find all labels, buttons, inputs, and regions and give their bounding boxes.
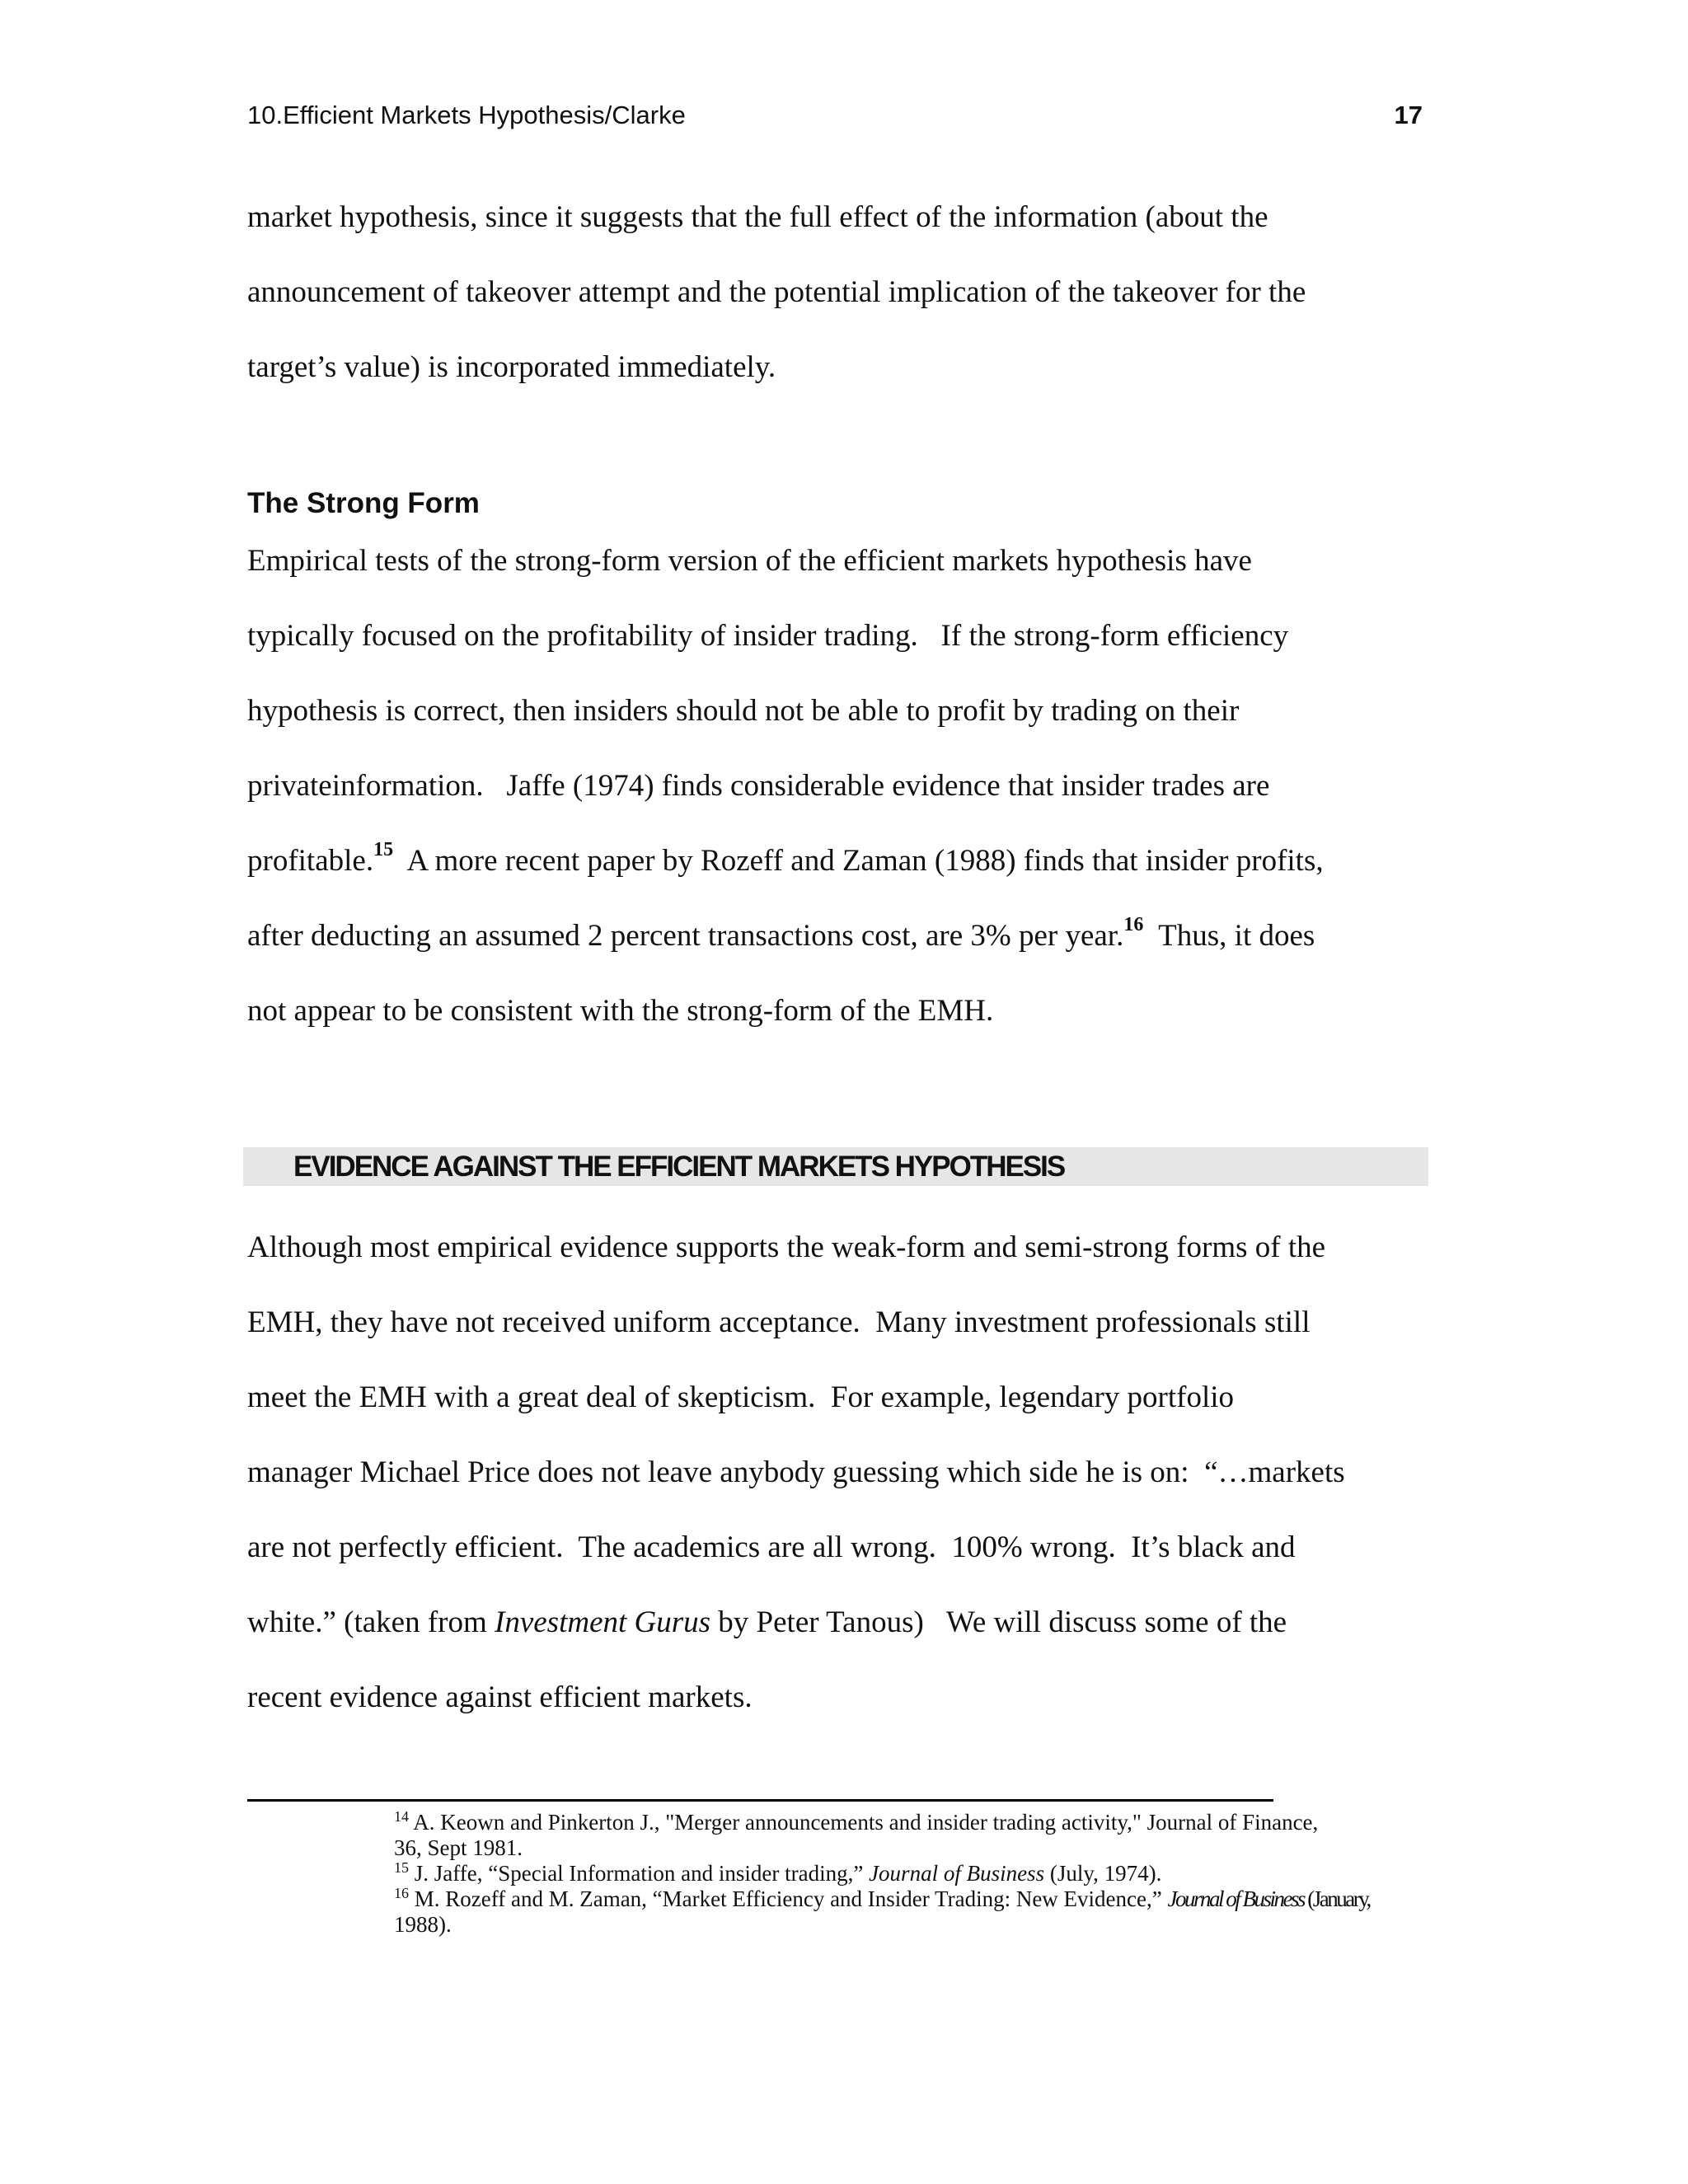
strong-form-text: Thus, it does [1143, 919, 1315, 953]
evidence-line: are not perfectly efficient. The academics are all wrong. 100% wrong. It’s black and [247, 1530, 1296, 1564]
footnote-14 [394, 1810, 1318, 1838]
strong-form-line [247, 916, 1315, 959]
evidence-section-heading: EVIDENCE AGAINST THE EFFICIENT MARKETS HYPOTHESIS [293, 1151, 1065, 1183]
footnote-text: M. Rozeff and M. Zaman, “Market Efficiency and Insider Trading: New Evidence,” [409, 1886, 1168, 1911]
footnote-ref-15: 15 [373, 839, 394, 860]
footnote-text: (January, [1303, 1886, 1370, 1911]
evidence-line: Although most empirical evidence supports the weak-form and semi-strong forms of the [247, 1230, 1326, 1264]
running-header-title: 10.Efficient Markets Hypothesis/Clarke [247, 101, 686, 129]
footnote-14-cont: 36, Sept 1981. [394, 1835, 523, 1860]
evidence-line: meet the EMH with a great deal of skepticism. For example, legendary portfolio [247, 1380, 1235, 1414]
intro-paragraph-line: target’s value) is incorporated immediately. [247, 350, 776, 384]
footnote-ref-16: 16 [1123, 914, 1144, 935]
evidence-text: white.” (taken from [247, 1605, 495, 1639]
strong-form-line: not appear to be consistent with the strong-form of the EMH. [247, 994, 994, 1028]
footnote-16-cont: 1988). [394, 1912, 452, 1937]
strong-form-line: privateinformation. Jaffe (1974) finds considerable evidence that insider trades are [247, 769, 1270, 803]
intro-paragraph-line: announcement of takeover attempt and the potential implication of the takeover for the [247, 275, 1306, 309]
strong-form-text: A more recent paper by Rozeff and Zaman (1988) finds that insider profits, [393, 844, 1324, 878]
strong-form-heading: The Strong Form [247, 487, 480, 519]
footnote-15 [394, 1861, 1161, 1889]
evidence-line [247, 1603, 1287, 1643]
evidence-line: manager Michael Price does not leave anybody guessing which side he is on: “…markets [247, 1455, 1345, 1489]
footnote-separator [247, 1799, 1273, 1802]
footnote-text: J. Jaffe, “Special Information and insider trading,” [409, 1861, 870, 1886]
footnote-16 [394, 1886, 1370, 1915]
strong-form-text: profitable. [247, 844, 374, 878]
intro-paragraph-line: market hypothesis, since it suggests that the full effect of the information (about the [247, 200, 1268, 234]
strong-form-line [247, 841, 1324, 884]
strong-form-line: hypothesis is correct, then insiders should not be able to profit by trading on their [247, 694, 1240, 728]
page-number: 17 [1394, 101, 1423, 129]
footnote-number: 14 [394, 1808, 409, 1825]
evidence-line: recent evidence against efficient markets. [247, 1680, 753, 1714]
book-title: Investment Gurus [495, 1605, 711, 1639]
evidence-text: by Peter Tanous) We will discuss some of the [710, 1605, 1287, 1639]
footnote-number: 16 [394, 1885, 409, 1901]
strong-form-line: typically focused on the profitability of insider trading. If the strong-form efficiency [247, 619, 1289, 653]
evidence-line: EMH, they have not received uniform acceptance. Many investment professionals still [247, 1305, 1311, 1339]
footnote-journal: Journal of Business [1167, 1886, 1304, 1911]
footnote-text: A. Keown and Pinkerton J., "Merger announcements and insider trading activity," Journal of Finance, [409, 1810, 1319, 1835]
strong-form-line: Empirical tests of the strong-form version of the efficient markets hypothesis have [247, 544, 1252, 578]
footnote-text: (July, 1974). [1044, 1861, 1162, 1886]
strong-form-text: after deducting an assumed 2 percent transactions cost, are 3% per year. [247, 919, 1124, 953]
footnote-journal: Journal of Business [869, 1861, 1045, 1886]
footnote-number: 15 [394, 1859, 409, 1876]
